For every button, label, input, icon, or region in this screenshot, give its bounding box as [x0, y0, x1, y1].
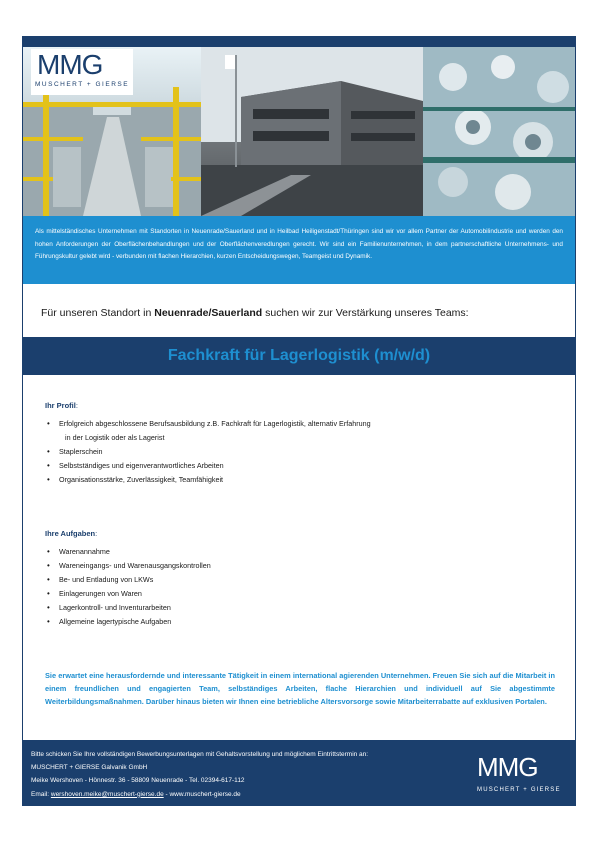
- list-item: • Erfolgreich abgeschlossene Berufsausbildung z.B. Fachkraft für Lagerlogistik, alternativ Erfahrung: [45, 417, 465, 431]
- list-item: • Staplerschein: [45, 445, 465, 459]
- location-line: [41, 307, 469, 319]
- company-logo: [31, 49, 133, 95]
- website-link[interactable]: www.muschert-gierse.de: [169, 790, 241, 798]
- list-item: • Be- und Entladung von LKWs: [45, 573, 465, 587]
- closing-paragraph: Sie erwartet eine herausfordernde und interessante Tätigkeit in einem international agierenden Unternehmen. Freuen Sie sich auf die Mitarbeit in einem freundlichen und engagierten Team, selbständiges Arbeiten, flache Hierarchien und individuell auf Sie abgestimmte Weiterbildungsmaßnahmen. Darüber hinaus bieten wir Ihnen eine betriebliche Altersvorsorge sowie Mitarbeiterrabatte auf exklusiven Portalen.: [45, 671, 555, 706]
- list-item: • Organisationsstärke, Zuverlässigkeit, Teamfähigkeit: [45, 473, 465, 487]
- footer-company: MUSCHERT + GIERSE Galvanik GmbH: [31, 764, 148, 772]
- tasks-heading: [45, 529, 97, 538]
- list-item: • Selbstständiges und eigenverantwortliches Arbeiten: [45, 459, 465, 473]
- logo-mark: MMG: [37, 49, 103, 80]
- parts-photo: [423, 47, 575, 216]
- email-label: Email:: [31, 790, 51, 798]
- list-item: • Lagerkontroll- und Inventurarbeiten: [45, 601, 465, 615]
- building-photo: [201, 47, 423, 216]
- factory-interior-photo: [23, 47, 201, 216]
- building-illustration: [201, 47, 423, 216]
- list-item: • Einlagerungen von Waren: [45, 587, 465, 601]
- footer-instruction: Bitte schicken Sie Ihre vollständigen Bewerbungsunterlagen mit Gehaltsvorstellung und möglichem Eintrittstermin an:: [31, 751, 369, 758]
- profile-heading: [45, 401, 78, 410]
- contact-footer: [23, 740, 575, 806]
- location-prefix: Für unseren Standort in: [41, 307, 155, 319]
- list-item: in der Logistik oder als Lagerist: [65, 433, 165, 442]
- footer-contact-address: Meike Wershoven - Hönnestr. 36 - 58809 Neuenrade - Tel. 02394-617-112: [31, 777, 245, 785]
- email-link[interactable]: wershoven.meike@muschert-gierse.de: [50, 790, 164, 798]
- footer-logo: [477, 752, 561, 796]
- tasks-list: [45, 545, 465, 629]
- logo-subtitle: MUSCHERT + GIERSE: [35, 81, 130, 88]
- profile-heading-text: Ihr Profil: [45, 401, 76, 410]
- location-suffix: suchen wir zur Verstärkung unseres Teams:: [262, 307, 469, 319]
- company-intro: Als mittelständisches Unternehmen mit Standorten in Neuenrade/Sauerland und in Heilbad Heiligenstadt/Thüringen sind wir vor allem Partner der Automobilindustrie und werden den hohen Anforderungen der Oberflächenbehandlungen und der Oberflächenveredlungen gerecht. Wir sind ein Familienunternehmen, in dem partnerschaftliche Unternehmens- und Führungskultur gelebt wird - verbunden mit flachen Hierarchien, kurzen Entscheidungswegen, Teamgeist und Dynamik.: [23, 216, 575, 284]
- profile-list: [45, 417, 465, 487]
- footer-logo-mark: MMG: [477, 752, 538, 782]
- footer-logo-subtitle: MUSCHERT + GIERSE: [477, 787, 561, 793]
- job-title: Fachkraft für Lagerlogistik (m/w/d): [23, 337, 575, 375]
- list-item: • Wareneingangs- und Warenausgangskontrollen: [45, 559, 465, 573]
- profile-heading-colon: :: [75, 401, 78, 410]
- tasks-heading-text: Ihre Aufgaben: [45, 529, 96, 538]
- tasks-heading-colon: :: [95, 529, 98, 538]
- header-photos: [23, 47, 575, 216]
- top-bar: [23, 37, 575, 47]
- link-separator: -: [163, 790, 170, 798]
- metal-parts-illustration: [423, 47, 575, 216]
- list-item: • Allgemeine lagertypische Aufgaben: [45, 615, 465, 629]
- job-posting-sheet: [22, 36, 576, 806]
- list-item: • Warenannahme: [45, 545, 465, 559]
- location-place: Neuenrade/Sauerland: [154, 307, 263, 319]
